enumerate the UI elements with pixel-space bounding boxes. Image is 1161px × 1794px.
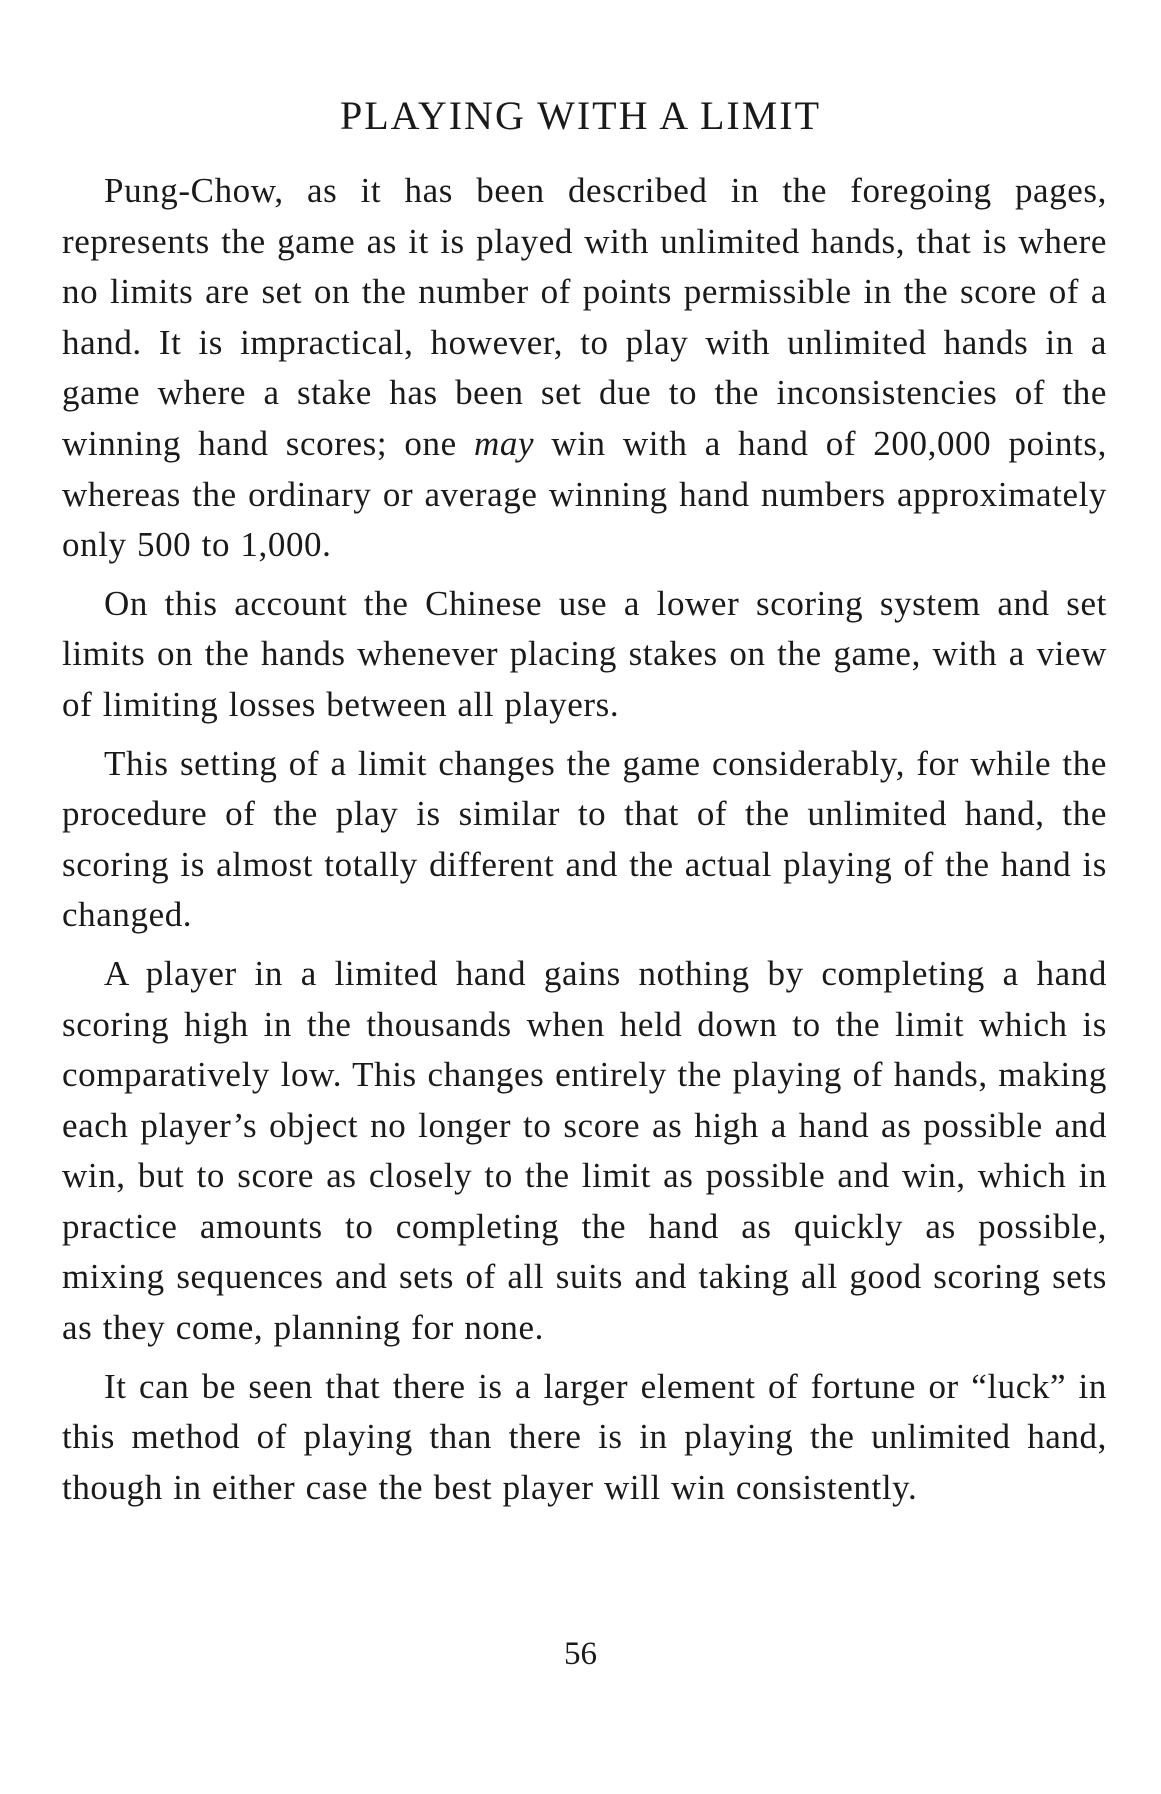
paragraph-1-emphasis: may xyxy=(473,423,535,463)
paragraph-1-text-end: win with a hand of 200,000 points, whereas the ordinary or average winning hand numbers approximately only 500 to 1,000. xyxy=(62,423,1107,565)
paragraph-2: On this account the Chinese use a lower scoring system and set limits on the hands whenever placing stakes on the game, with a view of limiting losses between all players. xyxy=(62,583,1107,724)
paragraph-5: It can be seen that there is a larger element of fortune or “luck” in this method of playing than there is in playing the unlimited hand, though in either case the best player will win consistently. xyxy=(62,1366,1107,1507)
paragraph-1 xyxy=(62,166,1107,571)
paragraph-3: This setting of a limit changes the game considerably, for while the procedure of the play is similar to that of the unlimited hand, the scoring is almost totally different and the actual playing of the hand is changed. xyxy=(62,743,1107,935)
body-text xyxy=(62,166,1107,1521)
chapter-heading: PLAYING WITH A LIMIT xyxy=(339,93,822,138)
paragraph-4: A player in a limited hand gains nothing by completing a hand scoring high in the thousands when held down to the limit which is comparatively low. This changes entirely the playing of hands, making each player’s object no longer to score as high a hand as possible and win, but to score as closely to the limit as possible and win, which in practice amounts to completing the hand as quickly as possible, mixing sequences and sets of all suits and taking all good scoring sets as they come, planning for none. xyxy=(62,953,1107,1348)
page-number: 56 xyxy=(564,1636,597,1672)
paragraph-1-text-start: Pung-Chow, as it has been described in the foregoing pages, represents the game as it is played with unlimited hands, that is where no limits are set on the number of points permissible in the score of a hand. It is impractical, however, to play with unlimited hands in a game where a stake has been set due to the inconsistencies of the winning hand scores; one xyxy=(62,171,1107,463)
